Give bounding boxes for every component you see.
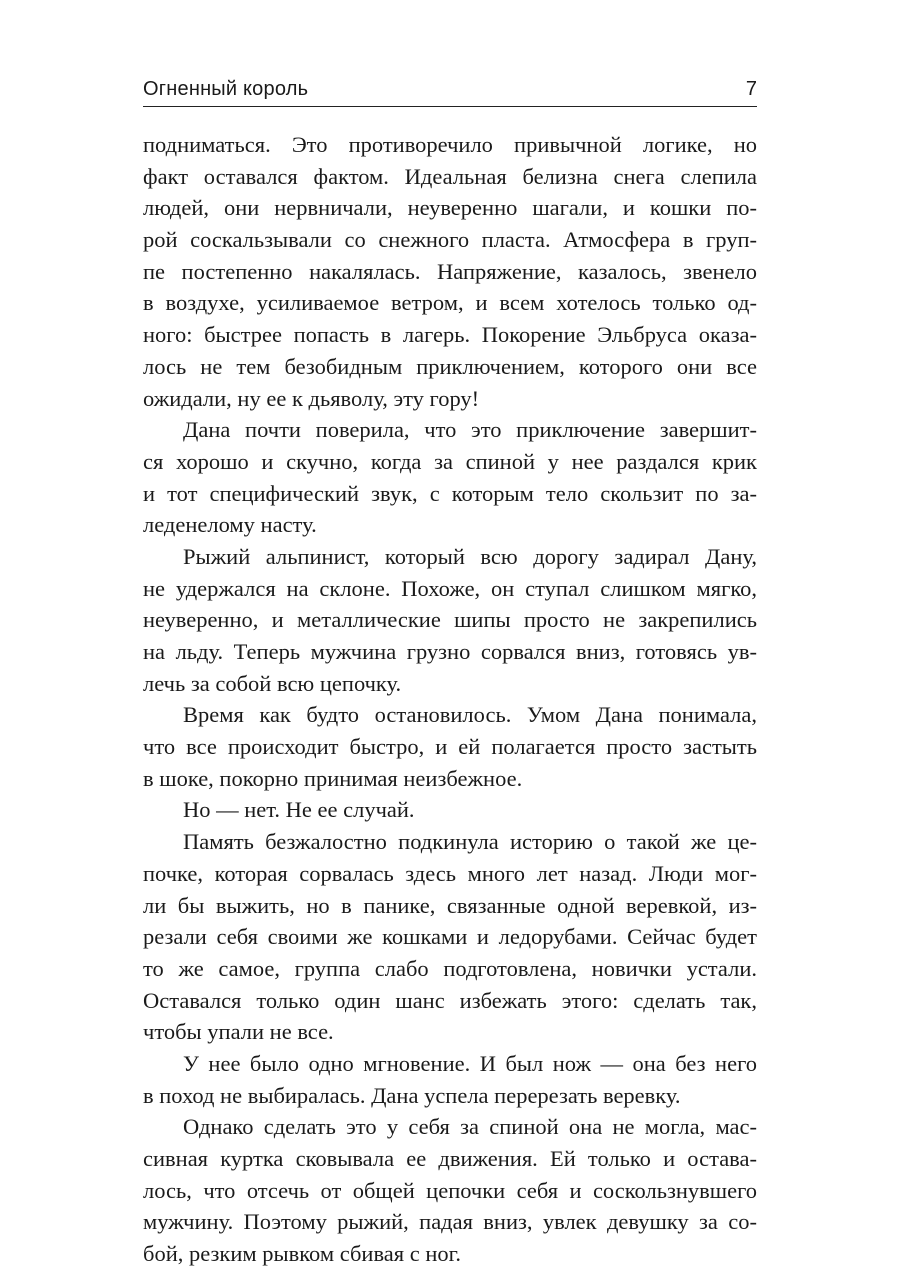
text-line: Время как будто остановилось. Умом Дана понимала, (183, 702, 757, 728)
text-line: на льду. Теперь мужчина грузно сорвался вниз, готовясь ув- (143, 639, 757, 664)
text-line: Рыжий альпинист, который всю дорогу задирал Дану, (183, 543, 757, 569)
page-number: 7 (745, 78, 757, 100)
text-line: в воздухе, усиливаемое ветром, и всем хотелось только од- (143, 290, 757, 316)
text-line: и тот специфический звук, с которым тело скользит по за- (143, 480, 757, 506)
book-title: Огненный король (143, 78, 309, 100)
paragraph (143, 699, 757, 794)
paragraph (143, 1111, 757, 1269)
paragraph (143, 826, 757, 1048)
text-line: подниматься. Это противоречило привычной логике, но (143, 132, 757, 157)
text-line: У нее было одно мгновение. И был нож — она без него (183, 1050, 757, 1076)
text-line: почке, которая сорвалась здесь много лет назад. Люди мог- (143, 860, 757, 886)
text-line: леденелому насту. (143, 512, 317, 538)
text-line: рой соскальзывали со снежного пласта. Атмосфера в груп- (143, 227, 757, 253)
text-line: Память безжалостно подкинула историю о такой же це- (183, 829, 757, 855)
header-rule (143, 106, 757, 107)
text-line: ся хорошо и скучно, когда за спиной у нее раздался крик (143, 448, 757, 474)
text-line: ного: быстрее попасть в лагерь. Покорение Эльбруса оказа- (143, 322, 757, 348)
text-line: чтобы упали не все. (143, 1019, 334, 1045)
running-head (143, 74, 757, 104)
text-line: в шоке, покорно принимая неизбежное. (143, 765, 523, 791)
text-line: мужчину. Поэтому рыжий, падая вниз, увлек девушку за со- (143, 1209, 757, 1235)
text-line: лечь за собой всю цепочку. (143, 670, 402, 696)
text-line: неуверенно, и металлические шипы просто не закрепились (143, 607, 757, 633)
paragraph (143, 541, 757, 699)
text-line: Но — нет. Не ее случай. (183, 797, 415, 823)
text-line: Оставался только один шанс избежать этого: сделать так, (143, 987, 757, 1013)
text-line: ли бы выжить, но в панике, связанные одной веревкой, из- (143, 892, 757, 918)
paragraph (143, 129, 757, 414)
text-line: лось, что отсечь от общей цепочки себя и соскользнувшего (143, 1177, 757, 1203)
text-line: не удержался на склоне. Похоже, он ступал слишком мягко, (143, 575, 757, 601)
body-text (143, 129, 757, 1270)
text-line: резали себя своими же кошками и ледорубами. Сейчас будет (143, 924, 757, 950)
text-line: Дана почти поверила, что это приключение завершит- (183, 417, 757, 443)
text-line: что все происходит быстро, и ей полагается просто застыть (143, 734, 757, 760)
text-line: Однако сделать это у себя за спиной она не могла, мас- (183, 1114, 757, 1140)
text-line: факт оставался фактом. Идеальная белизна снега слепила (143, 163, 757, 189)
text-line: лось не тем безобидным приключением, которого они все (143, 353, 757, 379)
text-line: ожидали, ну ее к дьяволу, эту гору! (143, 385, 480, 411)
text-line: то же самое, группа слабо подготовлена, новички устали. (143, 955, 757, 981)
paragraph (143, 794, 757, 826)
text-line: людей, они нервничали, неуверенно шагали, и кошки по- (143, 195, 757, 221)
text-line: в поход не выбиралась. Дана успела перерезать веревку. (143, 1082, 681, 1108)
paragraph (143, 414, 757, 541)
paragraph (143, 1048, 757, 1111)
text-line: сивная куртка сковывала ее движения. Ей только и остава- (143, 1146, 757, 1171)
text-line: бой, резким рывком сбивая с ног. (143, 1241, 461, 1267)
text-line: пе постепенно накалялась. Напряжение, казалось, звенело (143, 258, 757, 284)
